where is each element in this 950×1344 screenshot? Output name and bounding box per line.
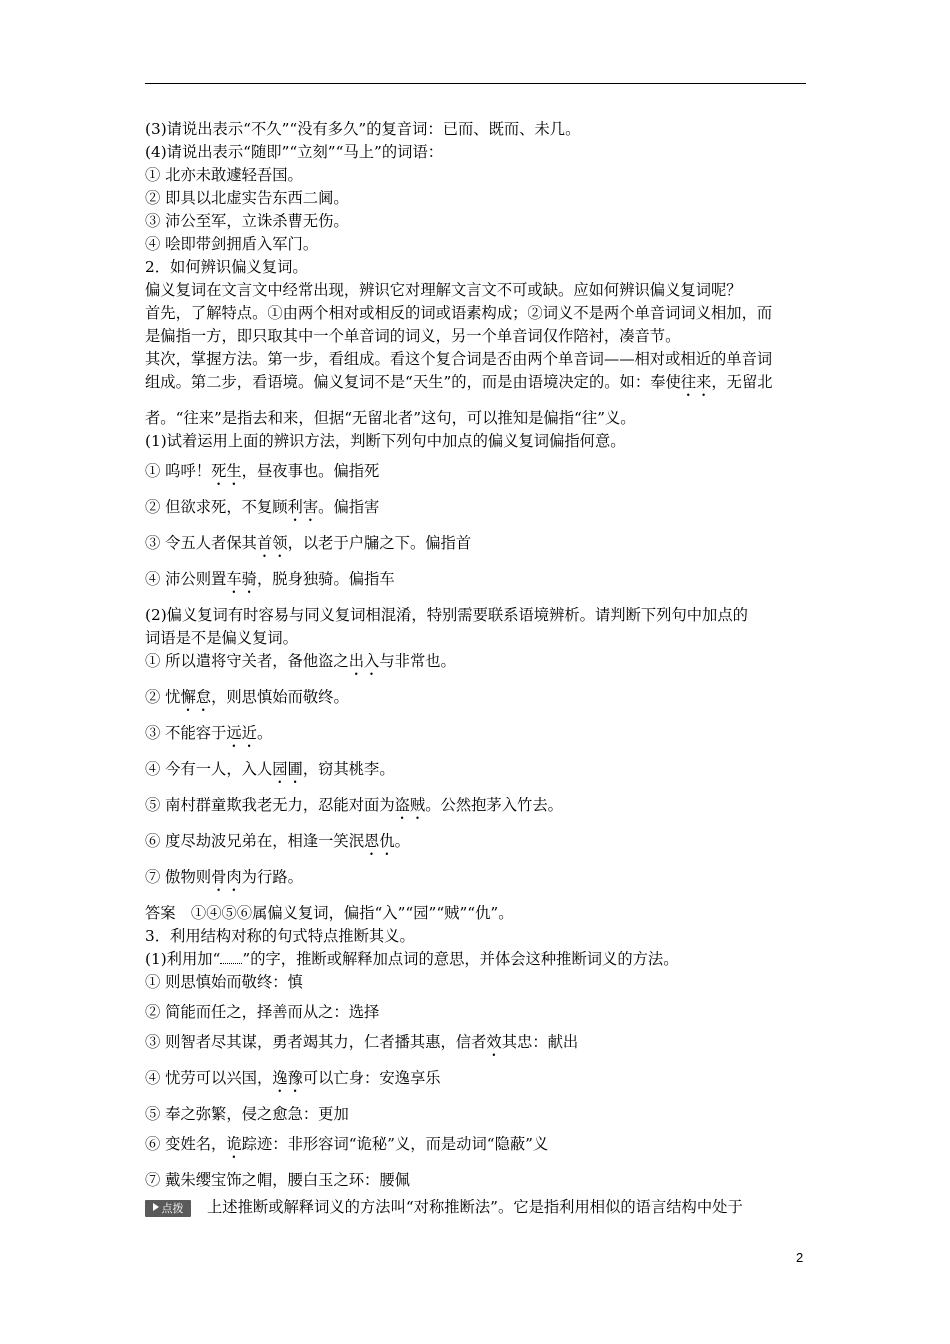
dotted-word: 死生 [211, 462, 242, 480]
text-line: 组成。第二步，看语境。偏义复词不是“天生”的，而是由语境决定的。如：奉使往来，无留北 [145, 373, 773, 391]
document-body [145, 118, 810, 1219]
list-item: ① 所以遣将守关者，备他盗之出入与非常也。 [145, 652, 456, 670]
list-item: ⑦ 傲物则骨肉为行路。 [145, 868, 303, 886]
dotted-word: 远近 [226, 724, 257, 742]
dotted-word: 恩仇 [364, 832, 395, 850]
text-line: ③ 沛公至军，立诛杀曹无伤。 [145, 212, 349, 230]
text-line: 偏义复词在文言文中经常出现，辨识它对理解文言文不可或缺。应如何辨识偏义复词呢？ [145, 281, 742, 299]
list-item: ⑦ 戴朱缨宝饰之帽，腰白玉之环：腰佩 [145, 1171, 410, 1189]
text-line: 其次，掌握方法。第一步，看组成。看这个复合词是否由两个单音词——相对或相近的单音词 [145, 350, 773, 368]
dotted-word: 骨肉 [211, 868, 242, 886]
list-item: ⑤ 南村群童欺我老无力，忍能对面为盗贼。公然抱茅入竹去。 [145, 796, 563, 814]
dotted-word: 首领 [256, 534, 288, 552]
list-item: ③ 不能容于远近。 [145, 724, 273, 742]
dotted-word: 车骑 [226, 570, 257, 588]
list-item: ② 简能而任之，择善而从之：选择 [145, 1003, 380, 1021]
text-line: (1)试着运用上面的辨识方法，判断下列句中加点的偏义复词偏指何意。 [145, 432, 626, 450]
text-line: 是偏指一方，即只取其中一个单音词的词义，另一个单音词仅作陪衬，凑音节。 [145, 327, 681, 345]
list-item: ④ 今有一人，入人园圃，窃其桃李。 [145, 760, 395, 778]
list-item: ③ 则智者尽其谋，勇者竭其力，仁者播其惠，信者效其忠：献出 [145, 1033, 579, 1051]
header-rule [145, 83, 806, 84]
section-heading: 3．利用结构对称的句式特点推断其义。 [145, 927, 415, 945]
play-arrow-icon [153, 1203, 159, 1211]
text-line: ④ 哙即带剑拥盾入军门。 [145, 235, 319, 253]
dotted-word: 利害 [287, 498, 319, 516]
list-item: ① 呜呼！死生，昼夜事也。偏指死 [145, 462, 380, 480]
text-line: 首先，了解特点。①由两个相对或相反的词或语素构成；②词义不是两个单音词词义相加，而 [145, 304, 773, 322]
page-number: 2 [796, 1250, 804, 1265]
text-line: (1)利用加“ ”的字，推断或解释加点词的意思，并体会这种推断词义的方法。 [145, 950, 679, 968]
list-item: ② 忧懈怠，则思慎始而敬终。 [145, 688, 349, 706]
text-line: (4)请说出表示“随即”“立刻”“马上”的词语： [145, 143, 444, 161]
list-item: ⑤ 奉之弥繁，侵之愈急：更加 [145, 1105, 349, 1123]
dotted-word: 园圃 [272, 760, 303, 778]
dotted-word: 盗贼 [394, 796, 426, 814]
text-line: 者。“往来”是指去和来，但据“无留北者”这句，可以推知是偏指“往”义。 [145, 409, 636, 427]
tip-text: 上述推断或解释词义的方法叫“对称推断法”。它是指利用相似的语言结构中处于 [207, 1198, 743, 1216]
list-item: ⑥ 度尽劫波兄弟在，相逢一笑泯恩仇。 [145, 832, 410, 850]
list-item: ⑥ 变姓名，诡踪迹：非形容词“诡秘”义，而是动词“隐蔽”义 [145, 1135, 549, 1153]
dotted-word: 往来 [680, 373, 712, 391]
dotted-word: 诡 [226, 1135, 242, 1153]
section-heading: 2．如何辨识偏义复词。 [145, 258, 308, 276]
wavy-underline-mark [220, 954, 242, 964]
text-line: (3)请说出表示“不久”“没有多久”的复音词：已而、既而、未几。 [145, 120, 581, 138]
dotted-word: 逸豫 [272, 1069, 303, 1087]
list-item: ④ 沛公则置车骑，脱身独骑。偏指车 [145, 570, 395, 588]
text-line: ② 即具以北虚实告东西二阃。 [145, 189, 349, 207]
text-line: 词语是不是偏义复词。 [145, 629, 298, 647]
list-item: ② 但欲求死，不复顾利害。偏指害 [145, 498, 380, 516]
text-line: (2)偏义复词有时容易与同义复词相混淆，特别需要联系语境辨析。请判断下列句中加点的 [145, 606, 748, 624]
answer-line: 答案 ①④⑤⑥属偏义复词，偏指“入”“园”“贼”“仇”。 [145, 904, 514, 922]
tip-row [145, 1196, 810, 1219]
list-item: ④ 忧劳可以兴国，逸豫可以亡身：安逸享乐 [145, 1069, 441, 1087]
text-line: ① 北亦未敢遽轻吾国。 [145, 166, 303, 184]
dotted-word: 效 [486, 1033, 502, 1051]
list-item: ① 则思慎始而敬终：慎 [145, 973, 303, 991]
tip-badge: 点拨 [145, 1200, 191, 1217]
dotted-word: 懈怠 [180, 688, 212, 706]
dotted-word: 出入 [348, 652, 380, 670]
list-item: ③ 令五人者保其首领，以老于户牖之下。偏指首 [145, 534, 472, 552]
